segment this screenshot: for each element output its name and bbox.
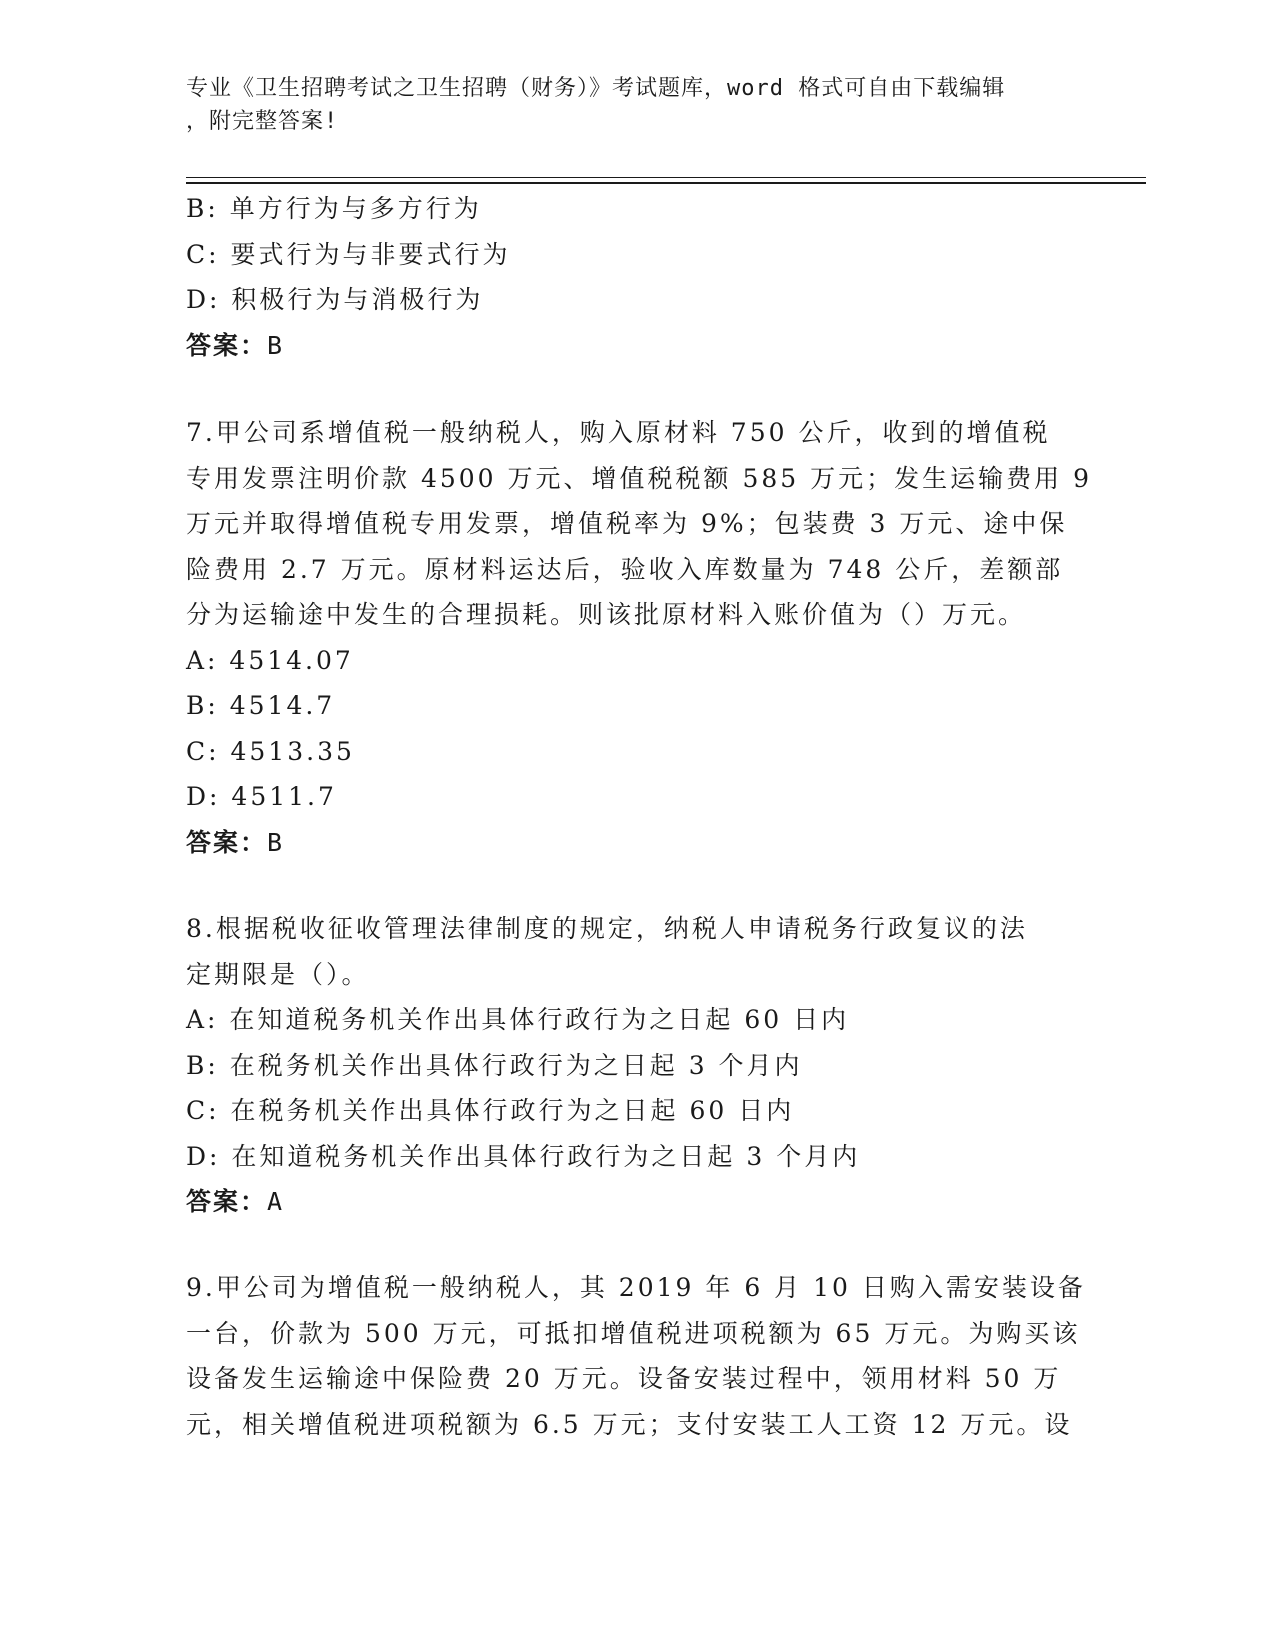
- answer-value: B: [267, 827, 285, 857]
- question-stem-line: 元，相关增值税进项税额为 6.5 万元；支付安装工人工资 12 万元。设: [186, 1409, 1073, 1439]
- question-stem-line: 7.甲公司系增值税一般纳税人，购入原材料 750 公斤，收到的增值税: [186, 418, 1051, 447]
- question-7: [186, 410, 1092, 865]
- answer-line: [186, 1179, 1066, 1225]
- header-divider-thin: [186, 177, 1146, 178]
- question-stem-line: 一台，价款为 500 万元，可抵扣增值税进项税额为 65 万元。为购买该: [186, 1318, 1081, 1348]
- answer-value: A: [267, 1187, 285, 1216]
- document-header: [186, 72, 1066, 138]
- answer-line: [186, 820, 1066, 866]
- answer-value: B: [267, 330, 285, 360]
- question-stem-line: 8.根据税收征收管理法律制度的规定，纳税人申请税务行政复议的法: [186, 914, 1028, 943]
- option-c: C: 在税务机关作出具体行政行为之日起 60 日内: [186, 1096, 795, 1125]
- question-stem-line: 设备发生运输途中保险费 20 万元。设备安装过程中，领用材料 50 万: [186, 1364, 1062, 1393]
- option-d: D: 4511.7: [186, 782, 337, 811]
- option-b: B: 在税务机关作出具体行政行为之日起 3 个月内: [186, 1050, 803, 1080]
- option-c: C: 要式行为与非要式行为: [186, 239, 511, 269]
- question-stem-line: 专用发票注明价款 4500 万元、增值税税额 585 万元；发生运输费用 9: [186, 463, 1092, 493]
- option-c: C: 4513.35: [186, 736, 355, 766]
- answer-label: 答案：: [186, 1187, 268, 1216]
- answer-line: [186, 323, 1066, 369]
- question-stem-line: 分为运输途中发生的合理损耗。则该批原材料入账价值为（）万元。: [186, 600, 1027, 629]
- header-line-2: ，附完整答案!: [186, 109, 339, 134]
- option-a: A: 4514.07: [186, 645, 354, 675]
- question-6: [186, 186, 1066, 368]
- question-stem-line: 万元并取得增值税专用发票，增值税率为 9%；包装费 3 万元、途中保: [186, 509, 1068, 538]
- question-stem-line: 9.甲公司为增值税一般纳税人，其 2019 年 6 月 10 日购入需安装设备: [186, 1273, 1086, 1302]
- question-stem-line: 定期限是（）。: [186, 959, 370, 989]
- option-a: A: 在知道税务机关作出具体行政行为之日起 60 日内: [186, 1005, 850, 1034]
- header-divider-thick: [186, 182, 1146, 184]
- option-d: D: 积极行为与消极行为: [186, 285, 484, 314]
- answer-label: 答案：: [186, 330, 268, 360]
- question-8: [186, 906, 1066, 1225]
- option-d: D: 在知道税务机关作出具体行政行为之日起 3 个月内: [186, 1141, 861, 1171]
- header-line-1: 专业《卫生招聘考试之卫生招聘（财务）》考试题库，word 格式可自由下载编辑: [186, 76, 1006, 101]
- option-b: B: 单方行为与多方行为: [186, 194, 482, 223]
- option-b: B: 4514.7: [186, 691, 336, 720]
- question-stem-line: 险费用 2.7 万元。原材料运达后，验收入库数量为 748 公斤，差额部: [186, 554, 1064, 584]
- answer-label: 答案：: [186, 827, 268, 857]
- question-9: [186, 1265, 1086, 1447]
